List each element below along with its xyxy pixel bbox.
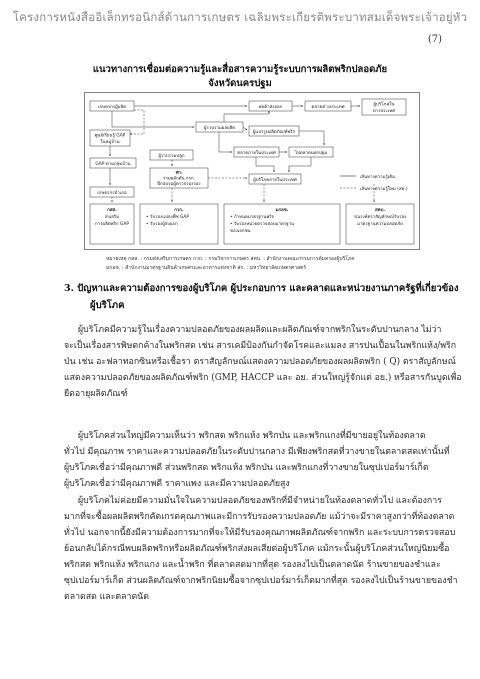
subsection-heading-consumer: ผู้บริโภค xyxy=(90,300,125,311)
paragraph-opinion xyxy=(64,428,450,492)
paragraph-line: ซุปเปอร์มาร์เก็ต ส่วนผลิตภัณฑ์จากพริกนิยมซื้อจากซุปเปอร์มาร์เก็ตมากที่สุด รองลงไปเป็นร้านขายของชำ xyxy=(64,576,458,586)
page-number: (7) xyxy=(427,34,442,45)
agency-doae-line2: การผลิตพริก GAP xyxy=(95,222,129,227)
node-ag-coop-sub2: ฝึกอบรมผู้ตรวจรองรอง xyxy=(157,182,201,187)
node-gap-center-2: ในหมู่บ้าน xyxy=(100,140,120,145)
paragraph-line: จะเป็นเรื่องสารพิษตกค้างในพริกสด เช่น สารเคมีป้องกันกำจัดโรคและแมลง สารปนเปื้อนในพริกแห้ง/พริก xyxy=(64,341,457,351)
node-ag-coop-sub1: ร่วมผลักดัน กรก. xyxy=(163,176,195,182)
paragraph-line: แสดงความปลอดภัยของผลิตภัณฑ์พริก (GMP, HACCP และ อย. ส่วนใหญ่รู้จักแต่ อย.) หรือสารกันบูดเพื่อ xyxy=(64,373,462,383)
paragraph-line: ทั่วไป มีคุณภาพ ราคาและความปลอดภัยในระดับปานกลาง มีเพียงพริกสดที่วางขายในตลาดสดเท่านั้นที่ xyxy=(64,447,450,457)
diagram-title-line1: แนวทางการเชื่อมต่อความรู้และสื่อสารความรู้ระบบการผลิตพริกปลอดภัย xyxy=(92,64,388,75)
paragraph-line: พริกสด พริกแห้ง พริกแกง และน้ำพริก ที่ตลาดสดมากที่สุด รองลงไปเป็นตลาดนัด ร้านขายของชำและ xyxy=(64,560,441,570)
agency-ocpb-line2: มาตรฐานความปลอดภัย xyxy=(357,222,403,227)
abbreviation-note-line1: หมายเหตุ กสส. : กรมส่งเสริมการเกษตร กวก. : กรมวิชาการเกษตร สคบ. : สำนักงานคณะกรรมการคุ้มครองผู้บริโภค xyxy=(106,256,355,262)
paragraph-line: ย้อนกลับได้กรณีพบผลิตพริกหรือผลิตภัณฑ์พริกส่งผลเสียต่อผู้บริโภค แม้กระนั้นผู้บริโภคส่วนใหญ่นิยมซื้อ xyxy=(64,544,450,554)
paragraph-line: มากที่จะซื้อผลผลิตพริกคัดเกรดคุณภาพและมีการรับรองความปลอดภัย แม้ว่าจะมีราคาสูงกว่าที่ท้องตลาด xyxy=(64,512,455,522)
paragraph-line: ป่น เช่น อะฟลาทอกซินหรือเชื้อรา ตราสัญลักษณ์แสดงความปลอดภัยของผลผลิตพริก ( Q) ตราสัญลักษณ์ xyxy=(64,357,456,367)
node-nakhon-market: ไปตลาดนครปฐม xyxy=(294,151,328,156)
legend-dashed-label: เส้นทางความรู้ใหม่ (สค.) xyxy=(360,187,408,192)
agency-ocpb-name: สคบ. xyxy=(374,208,386,213)
agency-doa-name: กวก. xyxy=(174,208,184,213)
paragraph-line: ตลาดสด และตลาดนัด xyxy=(64,592,149,602)
agency-ocpb-line1: รณรงค์ตราสัญลักษณ์รับรอง xyxy=(353,215,407,220)
node-gap-farmer-group: GAP ตามกลุ่มบ้าน xyxy=(95,162,131,167)
paragraph-line: ยืดอายุผลิตภัณฑ์ xyxy=(64,389,128,399)
node-processor: ผู้แปรรูปผลิตภัณฑ์พริก xyxy=(252,130,296,135)
node-domestic-market: ตลาดภายในประเทศ xyxy=(237,151,276,156)
agency-acfs-line1: • กำหนดมาตรฐานพริก xyxy=(230,215,275,220)
node-ag-coop: สก. xyxy=(175,170,183,176)
node-export-merchant: พ่อค้าส่งออก xyxy=(258,105,283,110)
agency-acfs-line2: • รับรองหน่วยตรวจสอบมาตรฐาน xyxy=(230,222,295,227)
paragraph-line: ผู้บริโภคไม่ค่อยมีความมั่นใจในความปลอดภัยของพริกที่มีจำหน่ายในท้องตลาดทั่วไป และต้องการ xyxy=(78,496,442,506)
knowledge-flow-diagram xyxy=(84,92,420,250)
agency-doae-name: กสส. xyxy=(107,208,117,213)
diagram-title-line2: จังหวัดนครปฐม xyxy=(208,78,272,89)
paragraph-line: ผู้บริโภคเชื่อว่ามีคุณภาพดี ราคาแพง และมีความปลอดภัยสูง xyxy=(64,479,290,489)
node-gap-center: ศูนย์เรียนรู้ GAP xyxy=(94,133,126,139)
node-farmer: เกษตรกรผู้ผลิต xyxy=(98,105,126,110)
legend-solid-label: เส้นทางความรู้เดิม xyxy=(360,175,396,180)
paragraph-confidence xyxy=(64,493,458,605)
abbreviation-note-line2: มกอช. : สำนักงานมาตรฐานสินค้าเกษตรและอาหารแห่งชาติ สก. : มหาวิทยาลัยเกษตรศาสตร์ xyxy=(106,265,307,271)
agency-doa-line1: • รับรองแปลงพืช GAP xyxy=(146,215,190,220)
agency-acfs-line3: ของเอกชน xyxy=(230,229,251,234)
node-domestic-consumer: ผู้บริโภคภายในประเทศ xyxy=(253,178,297,183)
node-farmer-district: เกษตรกรอำเภอ xyxy=(97,191,127,196)
agency-acfs-name: มกอช. xyxy=(275,208,289,213)
paragraph-line: ผู้บริโภคส่วนใหญ่มีความเห็นว่า พริกสด พริกแห้ง พริกป่น และพริกแกงที่มีขายอยู่ในท้องตลาด xyxy=(78,431,426,441)
book-series-header: โครงการหนังสืออิเล็กทรอนิกส์ด้านการเกษตร เฉลิมพระเกียรติพระบาทสมเด็จพระเจ้าอยู่หัว xyxy=(12,10,468,24)
paragraph-line: ทั่วไป นอกจากนี้ยังมีความต้องการมากที่จะให้มีรับรองคุณภาพผลิตภัณฑ์จากพริก และระบบการตรวจสอบ xyxy=(64,528,456,538)
node-community-coop: ผู้รวบรวมปลูก xyxy=(158,154,185,159)
paragraph-line: ผู้บริโภคมีความรู้ในเรื่องความปลอดภัยของผลผลิตและผลิตภัณฑ์จากพริกในระดับปานกลาง ไม่ว่า xyxy=(78,325,442,335)
node-foreign-consumer: ผู้บริโภคใน xyxy=(373,102,395,108)
agency-doa-line2: • รับรองผู้ส่งออก xyxy=(146,222,178,227)
paragraph-line: ผู้บริโภคเชื่อว่ามีคุณภาพดี ส่วนพริกสด พริกแห้ง พริกป่น และพริกแกงที่วางขายในซุปเปอร์มาร์เก็ต xyxy=(64,463,429,473)
paragraph-knowledge xyxy=(64,322,462,402)
agency-doae-line1: ส่งเสริม xyxy=(104,215,120,220)
node-collector: ผู้รวบรวมผลผลิต xyxy=(203,126,236,131)
section-heading: 3. ปัญหาและความต้องการของผู้บริโภค ผู้ประกอบการ และคลาดและหน่วยงานภาครัฐที่เกี่ยวข้อง xyxy=(64,283,459,294)
node-foreign-consumer-2: ต่างประเทศ xyxy=(372,109,396,114)
node-foreign-market: ตลาดต่างประเทศ xyxy=(311,105,345,110)
